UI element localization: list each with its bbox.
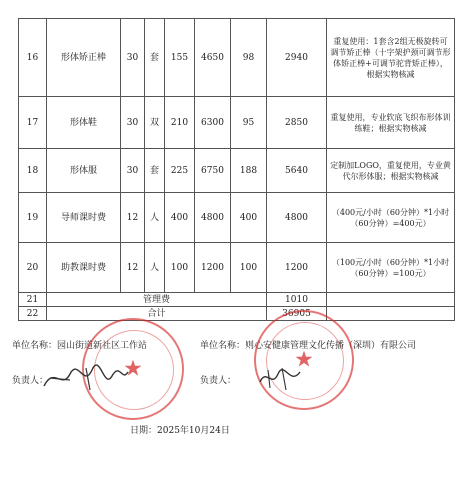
table-row bbox=[19, 243, 455, 293]
cell-price2: 400 bbox=[231, 193, 267, 243]
left-signature bbox=[40, 360, 130, 396]
cell-name: 形体矫正棒 bbox=[47, 19, 121, 97]
cell-price: 400 bbox=[165, 193, 195, 243]
cell-qty: 30 bbox=[121, 97, 145, 149]
cell-no: 18 bbox=[19, 149, 47, 193]
total-row bbox=[19, 307, 455, 321]
cell-qty: 12 bbox=[121, 193, 145, 243]
left-person-label: 负责人： bbox=[12, 376, 49, 386]
cell-value: 36905 bbox=[267, 307, 327, 321]
cell-price2: 98 bbox=[231, 19, 267, 97]
cell-name: 导师课时费 bbox=[47, 193, 121, 243]
cell-remark: 重复使用：1套含2组无极旋转可调节矫正棒（十字架护颈可调节形体矫正棒+可调节驼背矫正棒），根据实物核减 bbox=[327, 19, 455, 97]
table-row bbox=[19, 193, 455, 243]
cell-value: 1010 bbox=[267, 293, 327, 307]
cell-no: 16 bbox=[19, 19, 47, 97]
date-value: 2025年10月24日 bbox=[157, 426, 230, 436]
right-signature bbox=[256, 364, 306, 392]
cell-total2: 2850 bbox=[267, 97, 327, 149]
left-unit-label: 单位名称： bbox=[12, 341, 58, 351]
cell-remark: （400元/小时（60分钟）*1小时（60分钟）=400元） bbox=[327, 193, 455, 243]
cell-total2: 1200 bbox=[267, 243, 327, 293]
cell-remark: 重复使用，专业软底飞织布形体训练鞋；根据实物核减 bbox=[327, 97, 455, 149]
cell-price: 225 bbox=[165, 149, 195, 193]
cell-no: 19 bbox=[19, 193, 47, 243]
cell-price2: 100 bbox=[231, 243, 267, 293]
cell-total: 1200 bbox=[195, 243, 231, 293]
cell-total: 6750 bbox=[195, 149, 231, 193]
table-row bbox=[19, 97, 455, 149]
cell-name: 助教课时费 bbox=[47, 243, 121, 293]
cell-price: 155 bbox=[165, 19, 195, 97]
cell-qty: 30 bbox=[121, 149, 145, 193]
cell-total2: 4800 bbox=[267, 193, 327, 243]
cell-unit: 套 bbox=[145, 19, 165, 97]
cell-unit: 人 bbox=[145, 243, 165, 293]
cell-no: 20 bbox=[19, 243, 47, 293]
cell-total: 6300 bbox=[195, 97, 231, 149]
cell-price: 210 bbox=[165, 97, 195, 149]
cell-no: 21 bbox=[19, 293, 47, 307]
cell-total2: 5640 bbox=[267, 149, 327, 193]
cell-total2: 2940 bbox=[267, 19, 327, 97]
cell-empty bbox=[327, 293, 455, 307]
cell-label: 合计 bbox=[47, 307, 267, 321]
cell-unit: 人 bbox=[145, 193, 165, 243]
cell-label: 管理费 bbox=[47, 293, 267, 307]
right-company-seal: ★ bbox=[254, 310, 354, 410]
management-fee-row bbox=[19, 293, 455, 307]
table-row bbox=[19, 19, 455, 97]
cell-price2: 188 bbox=[231, 149, 267, 193]
date-label: 日期： bbox=[130, 426, 158, 436]
cell-name: 形体服 bbox=[47, 149, 121, 193]
cell-remark: （100元/小时（60分钟）*1小时（60分钟）=100元） bbox=[327, 243, 455, 293]
cell-price2: 95 bbox=[231, 97, 267, 149]
right-person-label: 负责人： bbox=[200, 376, 237, 386]
right-unit-label: 单位名称： bbox=[200, 341, 246, 351]
cell-empty bbox=[327, 307, 455, 321]
cell-unit: 双 bbox=[145, 97, 165, 149]
cell-no: 22 bbox=[19, 307, 47, 321]
table-row bbox=[19, 149, 455, 193]
left-company-seal: ★ bbox=[82, 318, 184, 420]
quote-table bbox=[18, 18, 455, 321]
date-line bbox=[130, 423, 230, 436]
cell-unit: 套 bbox=[145, 149, 165, 193]
cell-total: 4650 bbox=[195, 19, 231, 97]
cell-total: 4800 bbox=[195, 193, 231, 243]
cell-remark: 定制加LOGO，重复使用，专业黄代尔形体服；根据实物核减 bbox=[327, 149, 455, 193]
cell-qty: 12 bbox=[121, 243, 145, 293]
cell-no: 17 bbox=[19, 97, 47, 149]
left-unit-name: 园山街道新社区工作站 bbox=[57, 341, 148, 351]
cell-price: 100 bbox=[165, 243, 195, 293]
cell-name: 形体鞋 bbox=[47, 97, 121, 149]
right-unit-name: 则心安健康管理文化传播（深圳）有限公司 bbox=[245, 341, 417, 351]
cell-qty: 30 bbox=[121, 19, 145, 97]
